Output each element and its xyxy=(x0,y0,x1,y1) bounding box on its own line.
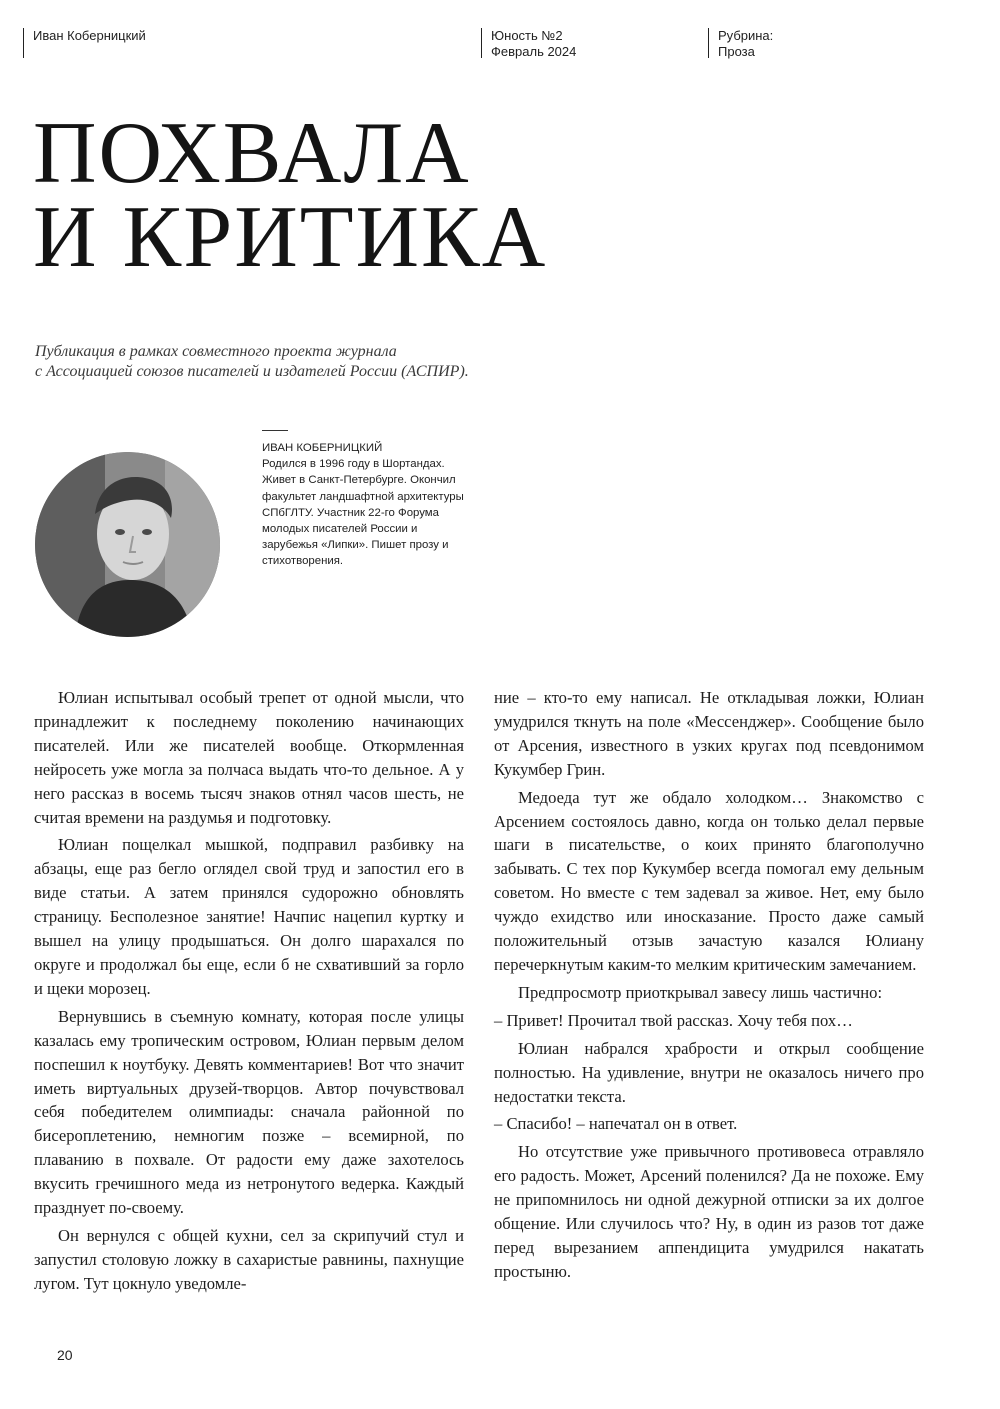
author-portrait-illustration xyxy=(35,452,220,637)
author-bio xyxy=(262,430,472,570)
body-paragraph: Предпросмотр приоткрывал завесу лишь частично: xyxy=(518,982,883,1002)
publication-note-line-2: с Ассоциацией союзов писателей и издателей России (АСПИР). xyxy=(35,363,469,380)
article-title-line-2: И КРИТИКА xyxy=(33,189,548,286)
body-paragraph: Медоеда тут же обдало холодком… Знакомство с Арсением состоялось давно, когда он только делал первые шаги в писательстве, о коих принято благополучно забывать. С тех пор Кукумбер всегда помогал ему дельным советом. Но вместе с тем задевал за живое. Нет, ему было чуждо ехидство или иносказание. Просто даже самый положительный отзыв зачастую казался Юлиану перечеркнутым каким-то мелким критическим замечанием. xyxy=(494,787,924,974)
header-issue-number: Юность №2 xyxy=(491,28,563,43)
body-paragraph: Но отсутствие уже привычного противовеса отравляло его радость. Может, Арсений поленился? Да не похоже. Ему не припомнилось ни одной дежурной отписки за их долгое общение. Или случилось что? Ну, в один из разов тот даже перед вырезанием аппендицита умудрился накатать простыню. xyxy=(494,1142,924,1281)
running-header-issue xyxy=(491,28,576,60)
header-rubric-label: Рубрина: xyxy=(718,28,774,43)
bio-divider xyxy=(262,430,288,431)
header-divider xyxy=(708,28,709,58)
header-author-name: Иван Коберницкий xyxy=(33,28,146,43)
article-title xyxy=(33,105,548,286)
body-paragraph: Он вернулся с общей кухни, сел за скрипучий стул и запустил столовую ложку в сахаристые равнины, пахнущие лугом. Тут цокнуло уведомле- xyxy=(34,1225,464,1293)
header-rubric-value: Проза xyxy=(718,44,755,59)
header-divider xyxy=(23,28,24,58)
body-paragraph-continuation: ние – кто-то ему написал. Не откладывая ложки, Юлиан умудрился ткнуть на поле «Мессенджер». Сообщение было от Арсения, известного в узких кругах под псевдонимом Кукумбер Грин. xyxy=(494,688,924,779)
header-divider xyxy=(481,28,482,58)
body-column-left xyxy=(34,686,464,1300)
publication-note-line-1: Публикация в рамках совместного проекта журнала xyxy=(35,343,397,360)
publication-note xyxy=(35,342,469,382)
article-title-line-1: ПОХВАЛА xyxy=(33,105,471,202)
body-paragraph: Юлиан испытывал особый трепет от одной мысли, что принадлежит к последнему поколению начинающих писателей. Или же писателей вообще. Откормленная нейросеть уже могла за полчаса выдать что-то дельное. А у него рассказ в восемь тысяч знаков отнял часов шесть, не считая времени на раздумья и подготовку. xyxy=(34,688,464,827)
body-paragraph: Юлиан пощелкал мышкой, подправил разбивку на абзацы, еще раз бегло оглядел свой труд и запостил его в виде статьи. А затем принялся судорожно обновлять страницу. Бесполезное занятие! Начпис нацепил куртку и вышел на улицу продышаться. Он долго шарахался по округе и продолжал бы еще, если б не схвативший за горло и щеки морозец. xyxy=(34,835,464,998)
dialogue-line: – Привет! Прочитал твой рассказ. Хочу тебя пох… xyxy=(494,1010,853,1030)
author-bio-name: ИВАН КОБЕРНИЦКИЙ xyxy=(262,442,383,454)
body-paragraph: Вернувшись в съемную комнату, которая после улицы казалась ему тропическим островом, Юлиан первым делом поспешил к ноутбуку. Девять комментариев! Вот что значит иметь виртуальных друзей-творцов. Автор почувствовал себя победителем олимпиады: сначала районной по бисероплетению, немногим позже – всемирной, по плаванию в похвале. От радости ему даже захотелось вкусить гречишного меда из нетронутого ведерка. Каждый празднует по-своему. xyxy=(34,1006,464,1218)
running-header-rubric xyxy=(718,28,773,60)
running-header-author xyxy=(33,28,146,44)
author-portrait xyxy=(35,452,220,637)
body-paragraph: Юлиан набрался храбрости и открыл сообщение полностью. На удивление, внутри не оказалось ничего про недостатки текста. xyxy=(494,1038,924,1106)
page-number: 20 xyxy=(57,1347,73,1363)
header-issue-date: Февраль 2024 xyxy=(491,44,577,59)
author-bio-text: Родился в 1996 году в Шортандах. Живет в Санкт-Петербурге. Окончил факультет ландшафтной архитектуры СПбГЛТУ. Участник 22-го Форума молодых писателей России и зарубежья «Липки». Пишет прозу и стихотворения. xyxy=(262,458,464,568)
body-column-right xyxy=(494,686,924,1288)
dialogue-line: – Спасибо! – напечатал он в ответ. xyxy=(494,1114,738,1134)
